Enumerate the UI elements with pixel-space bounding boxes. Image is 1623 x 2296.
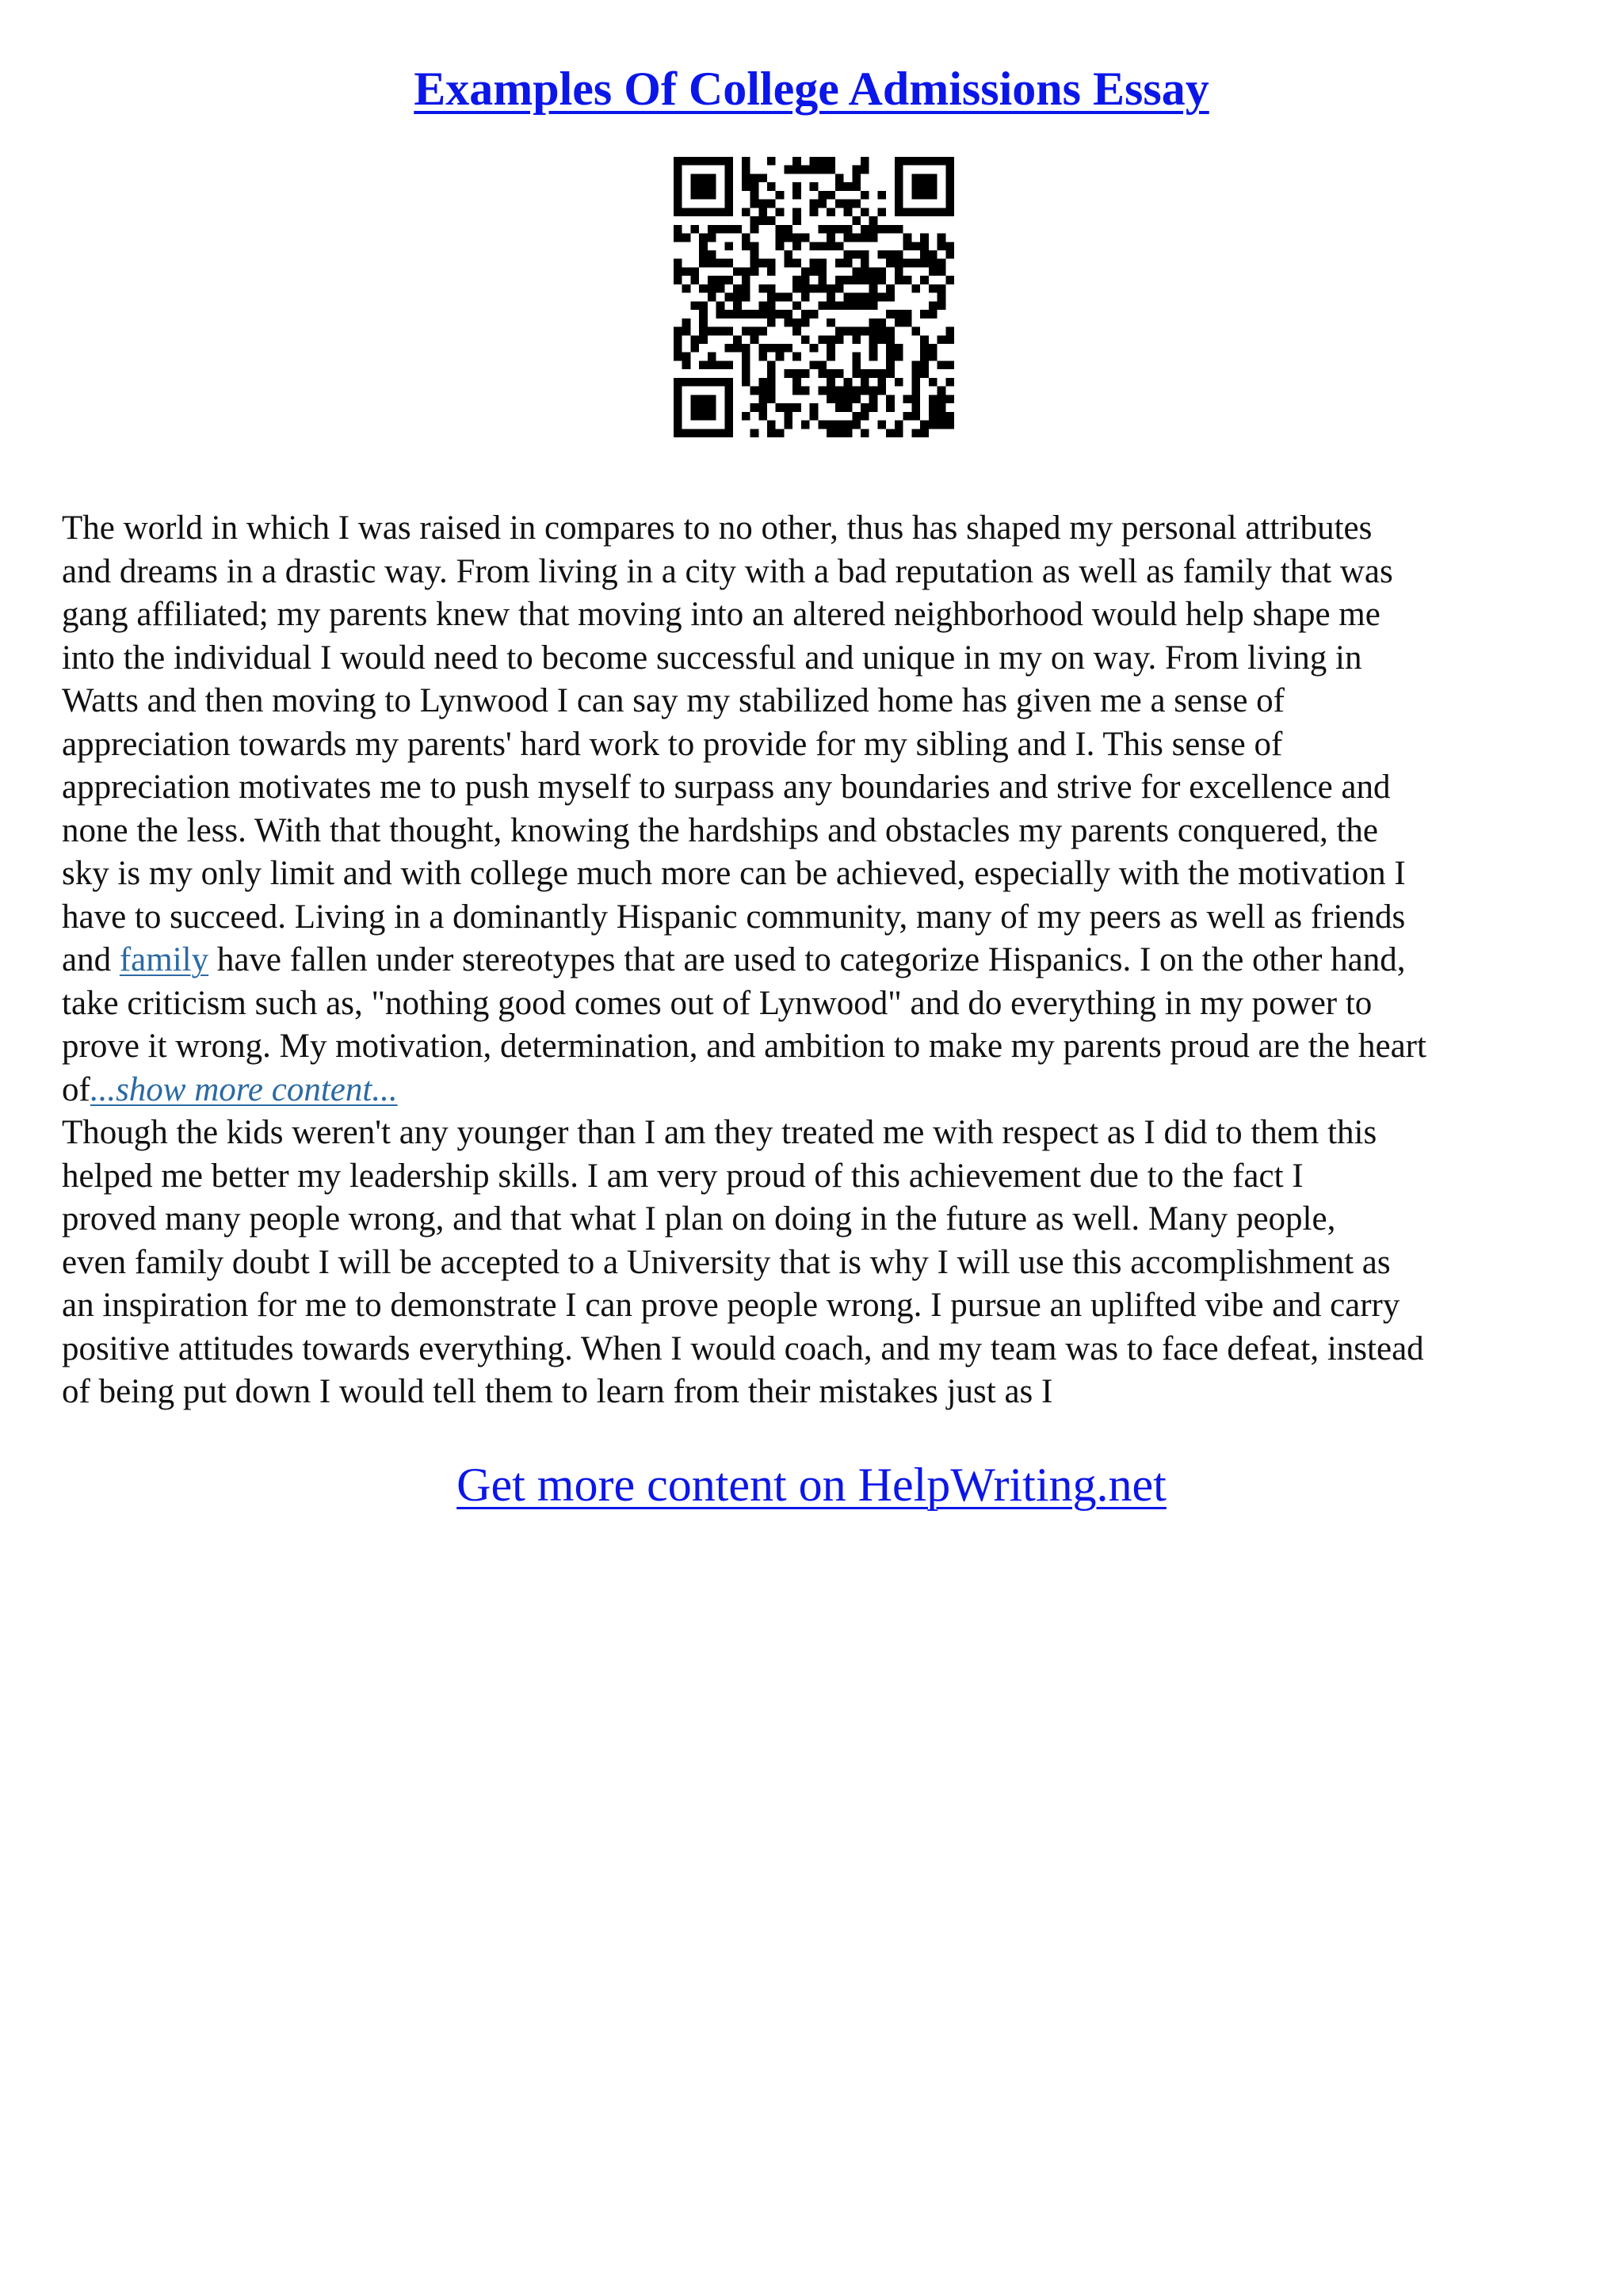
essay-paragraph-2: Though the kids weren't any younger than I am they treated me with respect as I did to them this helped me better my leadership skills. I am very proud of this achievement due to the fact I proved many people wrong, and that what I plan on doing in the future as well. Many people, even family doubt I will be accepted to a University that is why I will use this accomplishment as an inspiration for me to demonstrate I can prove people wrong. I pursue an uplifted vibe and carry positive attitudes towards everything. When I would coach, and my team was to face defeat, instead of being put down I would tell them to learn from their mistakes just as I bbox=[62, 1114, 1424, 1410]
get-more-content-link[interactable]: Get more content on HelpWriting.net bbox=[456, 1459, 1167, 1511]
show-more-link[interactable]: ...show more content... bbox=[90, 1070, 398, 1108]
page-title-link[interactable]: Examples Of College Admissions Essay bbox=[414, 63, 1209, 115]
qr-code-image bbox=[674, 157, 954, 437]
paragraph-1-part-a: The world in which I was raised in compares to no other, thus has shaped my personal attributes and dreams in a drastic way. From living in a city with a bad reputation as well as family that was gang affiliated; my parents knew that moving into an altered neighborhood would help shape me into the individual I would need to become successful and unique in my on way. From living in Watts and then moving to Lynwood I can say my stabilized home has given me a sense of appreciation towards my parents' hard work to provide for my sibling and I. This sense of appreciation motivates me to push myself to surpass any boundaries and strive for excellence and none the less. With that thought, knowing the hardships and obstacles my parents conquered, the sky is my only limit and with college much more can be achieved, especially with the motivation I have to succeed. Living in a dominantly Hispanic community, many of my peers as well as friends and bbox=[62, 509, 1406, 978]
family-link[interactable]: family bbox=[119, 941, 209, 978]
paragraph-1-part-b: have fallen under stereotypes that are used to categorize Hispanics. I on the other hand, take criticism such as, "nothing good comes out of Lynwood" and do everything in my power to prove it wrong. My motivation, determination, and ambition to make my parents proud are the heart of bbox=[62, 941, 1426, 1108]
essay-paragraph-1 bbox=[62, 507, 1568, 1112]
essay-body bbox=[62, 507, 1568, 1414]
